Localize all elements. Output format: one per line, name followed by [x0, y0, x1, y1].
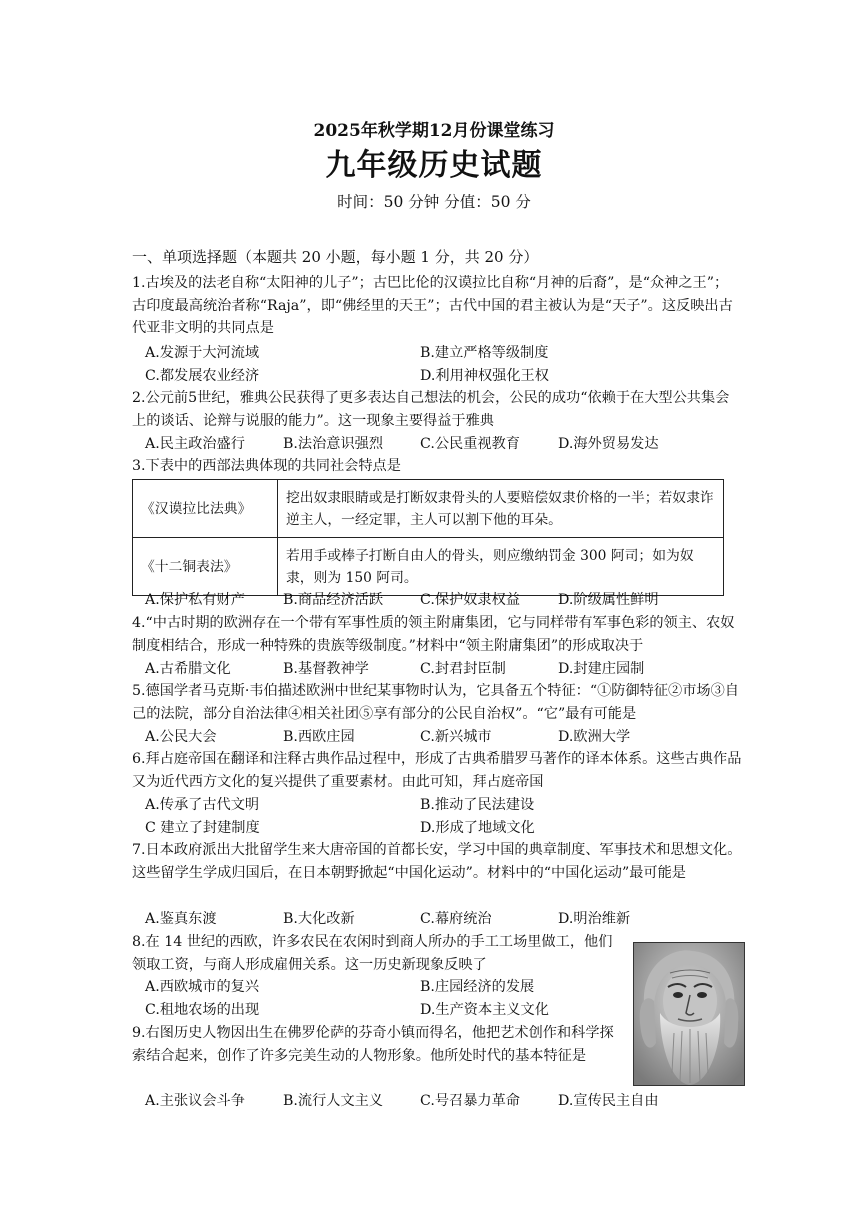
exam-time-score: 时间：50 分钟 分值：50 分	[337, 193, 531, 211]
option: B.流行人文主义	[283, 1093, 384, 1109]
option: D.生产资本主义文化	[420, 1002, 549, 1018]
option: D.利用神权强化王权	[420, 368, 549, 384]
law-name: 《汉谟拉比法典》	[133, 480, 278, 538]
table-row	[133, 480, 724, 538]
option: A.鉴真东渡	[145, 911, 217, 927]
option: A.民主政治盛行	[145, 436, 245, 452]
law-name: 《十二铜表法》	[133, 538, 278, 596]
question-stem: 6.拜占庭帝国在翻译和注释古典作品过程中，形成了古典希腊罗马著作的译本体系。这些古典作品又为近代西方文化的复兴提供了重要素材。由此可知，拜占庭帝国	[132, 751, 742, 790]
option: B.基督教神学	[283, 661, 369, 677]
question-stem: 9.右图历史人物因出生在佛罗伦萨的芬奇小镇而得名，他把艺术创作和科学探索结合起来，创作了许多完美生动的人物形象。他所处时代的基本特征是	[132, 1025, 614, 1064]
option: A.主张议会斗争	[145, 1093, 245, 1109]
question-stem: 5.德国学者马克斯·韦伯描述欧洲中世纪某事物时认为，它具备五个特征：“①防御特征②市场③自己的法院，部分自治法律④相关社团⑤享有部分的公民自治权”。“它”最有可能是	[132, 683, 739, 722]
law-content: 挖出奴隶眼睛或是打断奴隶骨头的人要赔偿奴隶价格的一半；若奴隶诈逆主人，一经定罪，主人可以割下他的耳朵。	[278, 480, 724, 538]
option: B.西欧庄园	[283, 729, 355, 745]
option: C.租地农场的出现	[145, 1002, 260, 1018]
option: B.庄园经济的发展	[420, 979, 535, 995]
question-stem: 3.下表中的西部法典体现的共同社会特点是	[132, 458, 401, 474]
option: C.保护奴隶权益	[420, 592, 520, 608]
option: B.建立严格等级制度	[420, 345, 549, 361]
historical-portrait-image	[633, 942, 745, 1086]
option: A.公民大会	[145, 729, 217, 745]
question-stem: 4.“中古时期的欧洲存在一个带有军事性质的领主附庸集团，它与同样带有军事色彩的领主、农奴制度相结合，形成一种特殊的贵族等级制度。”材料中“领主附庸集团”的形成取决于	[132, 615, 735, 654]
law-content: 若用手或棒子打断自由人的骨头，则应缴纳罚金 300 阿司；如为奴隶，则为 150 阿司。	[278, 538, 724, 596]
section-heading: 一、单项选择题（本题共 20 小题，每小题 1 分，共 20 分）	[132, 248, 539, 266]
option: D.欧洲大学	[558, 729, 631, 745]
option: D.宣传民主自由	[558, 1093, 659, 1109]
question-stem: 1.古埃及的法老自称“太阳神的儿子”；古巴比伦的汉谟拉比自称“月神的后裔”，是“众神之王”；古印度最高统治者称“Raja”，即“佛经里的天王”；古代中国的君主被认为是“天子”。这反映出古代亚非文明的共同点是	[132, 275, 733, 337]
option: C.新兴城市	[420, 729, 492, 745]
option: B.大化改新	[283, 911, 355, 927]
option: C 建立了封建制度	[145, 820, 260, 836]
option: C.幕府统治	[420, 911, 492, 927]
option: D.形成了地域文化	[420, 820, 535, 836]
option: C.号召暴力革命	[420, 1093, 520, 1109]
exam-subtitle: 2025年秋学期12月份课堂练习	[313, 121, 555, 141]
option: D.海外贸易发达	[558, 436, 659, 452]
question-stem: 7.日本政府派出大批留学生来大唐帝国的首都长安，学习中国的典章制度、军事技术和思想文化。这些留学生学成归国后，在日本朝野掀起“中国化运动”。材料中的“中国化运动”最可能是	[132, 842, 742, 881]
option: B.商品经济活跃	[283, 592, 384, 608]
option: A.传承了古代文明	[145, 797, 260, 813]
option: D.封建庄园制	[558, 661, 645, 677]
option: A.保护私有财产	[145, 592, 245, 608]
question-stem: 8.在 14 世纪的西欧，许多农民在农闲时到商人所办的手工工场里做工，他们领取工资，与商人形成雇佣关系。这一历史新现象反映了	[132, 934, 613, 973]
option: A.发源于大河流域	[145, 345, 260, 361]
law-comparison-table	[132, 479, 724, 596]
option: C.封君封臣制	[420, 661, 506, 677]
option: A.西欧城市的复兴	[145, 979, 260, 995]
option: D.明治维新	[558, 911, 631, 927]
question-stem: 2.公元前5世纪，雅典公民获得了更多表达自己想法的机会，公民的成功“依赖于在大型公共集会上的谈话、论辩与说服的能力”。这一现象主要得益于雅典	[132, 390, 730, 429]
table-row	[133, 538, 724, 596]
option: B.法治意识强烈	[283, 436, 384, 452]
option: C.都发展农业经济	[145, 368, 260, 384]
option: C.公民重视教育	[420, 436, 520, 452]
option: D.阶级属性鲜明	[558, 592, 659, 608]
exam-title: 九年级历史试题	[325, 148, 543, 183]
option: B.推动了民法建设	[420, 797, 535, 813]
option: A.古希腊文化	[145, 661, 231, 677]
